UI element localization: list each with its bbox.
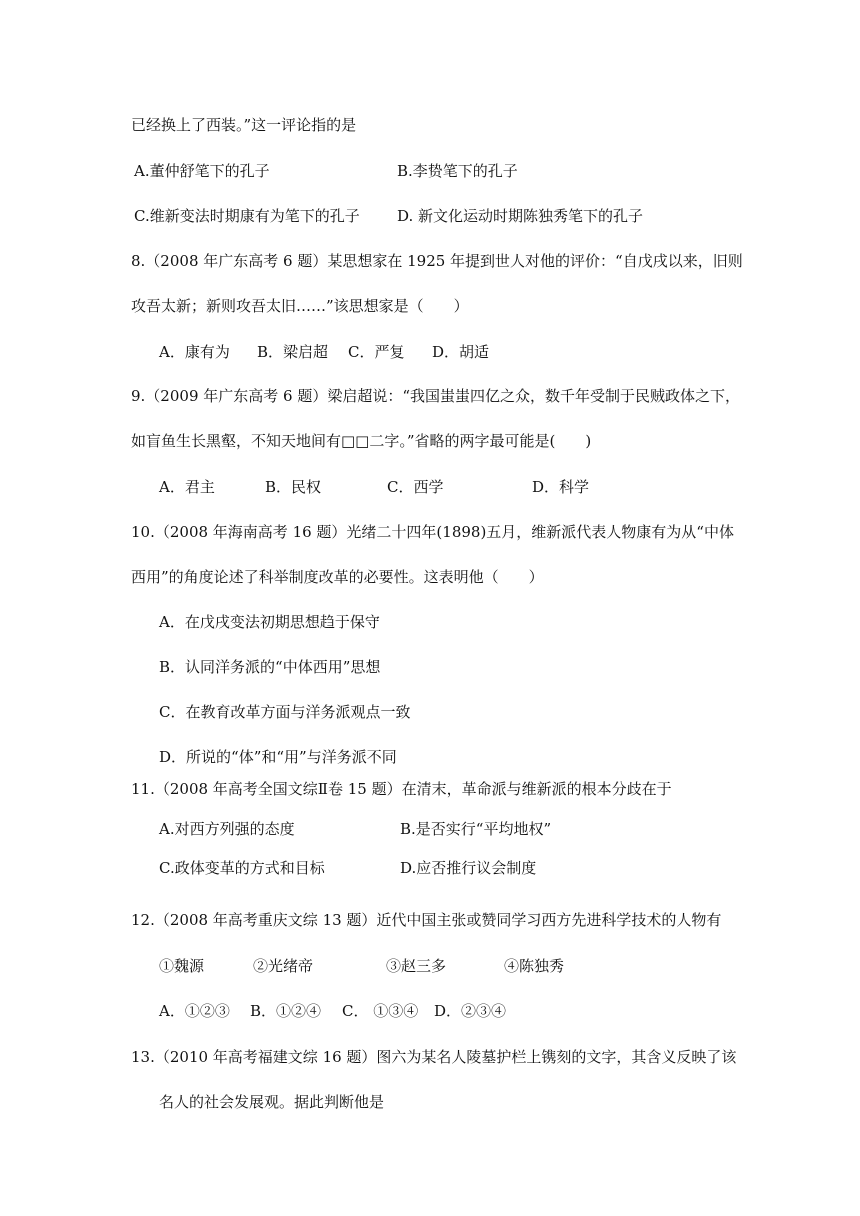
q9-option-d: D．科学 bbox=[532, 478, 590, 496]
q10-stem-line2: 西用”的角度论述了科举制度改革的必要性。这表明他（ ） bbox=[131, 568, 544, 586]
q12-option-b: B．①②④ bbox=[250, 1002, 322, 1020]
q8-option-c: C．严复 bbox=[348, 343, 405, 361]
q12-option-c: C． ①③④ bbox=[342, 1002, 419, 1020]
q11-option-b: B.是否实行“平均地权” bbox=[400, 820, 552, 838]
q11-stem: 11.（2008 年高考全国文综Ⅱ卷 15 题）在清末，革命派与维新派的根本分歧在于 bbox=[131, 780, 672, 798]
q12-item-2: ②光绪帝 bbox=[253, 957, 314, 975]
q8-option-a: A．康有为 bbox=[159, 343, 230, 361]
q9-option-a: A．君主 bbox=[159, 478, 215, 496]
q7-option-a: A.董仲舒笔下的孔子 bbox=[134, 162, 270, 180]
q9-option-c: C．西学 bbox=[387, 478, 444, 496]
q9-stem-line1: 9.（2009 年广东高考 6 题）梁启超说：“我国蚩蚩四亿之众，数千年受制于民贼政体之下， bbox=[131, 387, 741, 405]
q10-option-c: C．在教育改革方面与洋务派观点一致 bbox=[159, 703, 411, 721]
q7-option-d: D. 新文化运动时期陈独秀笔下的孔子 bbox=[397, 207, 644, 225]
q11-option-c: C.政体变革的方式和目标 bbox=[159, 859, 325, 877]
q11-option-d: D.应否推行议会制度 bbox=[400, 859, 537, 877]
q8-stem-line2: 攻吾太新；新则攻吾太旧……”该思想家是（ ） bbox=[131, 297, 469, 315]
q11-option-a: A.对西方列强的态度 bbox=[159, 820, 295, 838]
q12-option-d: D．②③④ bbox=[434, 1002, 507, 1020]
q9-option-b: B．民权 bbox=[265, 478, 322, 496]
q8-option-b: B．梁启超 bbox=[257, 343, 329, 361]
q12-stem: 12.（2008 年高考重庆文综 13 题）近代中国主张或赞同学习西方先进科学技术的人物有 bbox=[131, 911, 722, 929]
q12-item-4: ④陈独秀 bbox=[504, 957, 565, 975]
q13-stem-line2: 名人的社会发展观。据此判断他是 bbox=[159, 1093, 385, 1111]
q9-stem-line2: 如盲鱼生长黑壑，不知天地间有□□二字。”省略的两字最可能是( ) bbox=[131, 432, 592, 450]
q10-stem-line1: 10.（2008 年海南高考 16 题）光绪二十四年(1898)五月，维新派代表人物康有为从“中体 bbox=[131, 523, 734, 541]
q10-option-b: B．认同洋务派的“中体西用”思想 bbox=[159, 658, 381, 676]
q13-stem-line1: 13.（2010 年高考福建文综 16 题）图六为某名人陵墓护栏上镌刻的文字，其含义反映了该 bbox=[131, 1048, 737, 1066]
q7-stem-end: 已经换上了西装。”这一评论指的是 bbox=[131, 116, 357, 134]
q10-option-a: A．在戊戌变法初期思想趋于保守 bbox=[159, 613, 380, 631]
q10-option-d: D．所说的“体”和“用”与洋务派不同 bbox=[159, 748, 397, 766]
q12-item-1: ①魏源 bbox=[159, 957, 205, 975]
q12-item-3: ③赵三多 bbox=[386, 957, 447, 975]
q8-option-d: D．胡适 bbox=[432, 343, 490, 361]
q7-option-b: B.李贽笔下的孔子 bbox=[397, 162, 518, 180]
q12-option-a: A．①②③ bbox=[159, 1002, 230, 1020]
q8-stem-line1: 8.（2008 年广东高考 6 题）某思想家在 1925 年提到世人对他的评价：“自戊戌以来，旧则 bbox=[131, 252, 743, 270]
q7-option-c: C.维新变法时期康有为笔下的孔子 bbox=[134, 207, 360, 225]
